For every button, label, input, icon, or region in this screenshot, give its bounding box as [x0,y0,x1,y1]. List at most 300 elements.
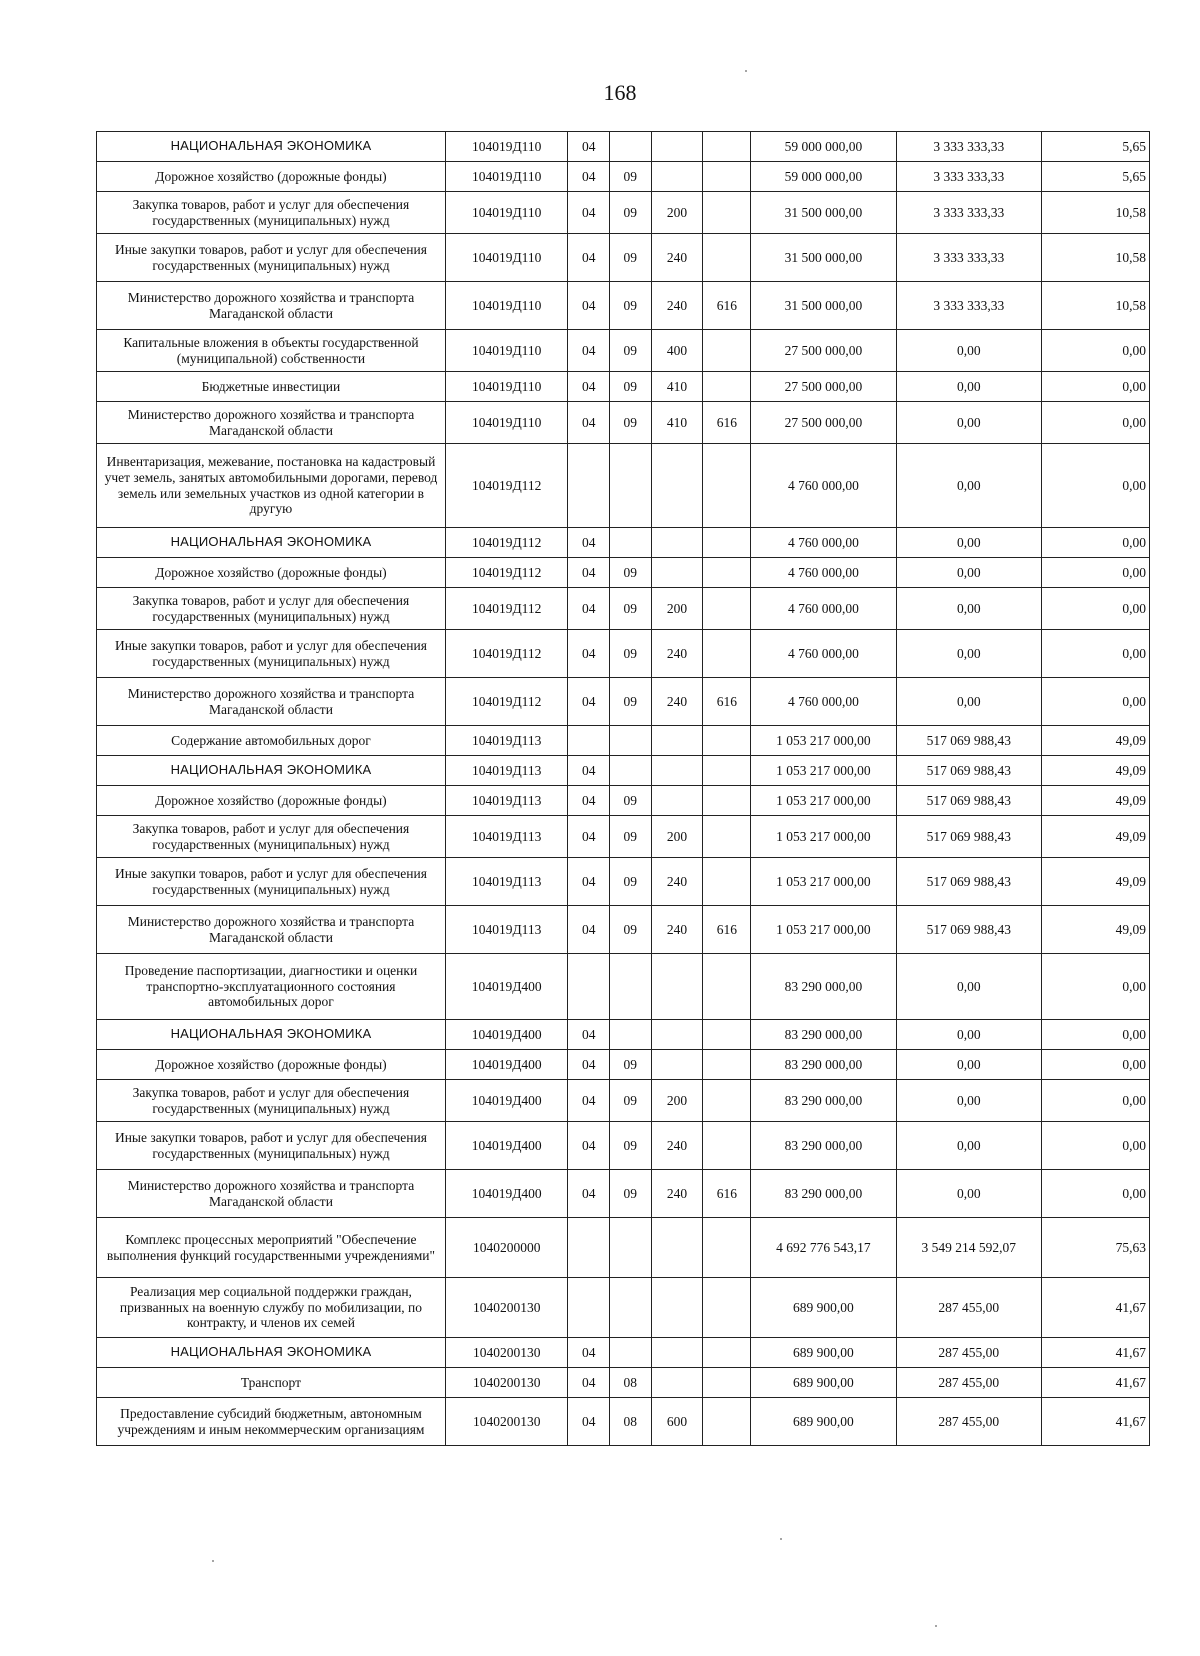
row-grbs: 616 [703,906,751,954]
row-executed: 3 333 333,33 [896,132,1041,162]
row-plan: 27 500 000,00 [751,330,896,372]
row-section: 04 [568,330,610,372]
row-plan: 1 053 217 000,00 [751,786,896,816]
row-plan: 83 290 000,00 [751,1080,896,1122]
table-row [97,756,1150,786]
row-grbs [703,234,751,282]
row-code: 104019Д400 [445,1050,568,1080]
row-grbs [703,1080,751,1122]
row-expense-type [651,1338,703,1368]
row-executed: 0,00 [896,678,1041,726]
row-executed: 3 549 214 592,07 [896,1218,1041,1278]
row-grbs [703,1368,751,1398]
row-plan: 1 053 217 000,00 [751,906,896,954]
row-executed: 517 069 988,43 [896,756,1041,786]
row-percent: 49,09 [1041,906,1149,954]
row-percent: 10,58 [1041,192,1149,234]
row-name: Содержание автомобильных дорог [97,726,446,756]
row-executed: 0,00 [896,444,1041,528]
row-name: Министерство дорожного хозяйства и транспорта Магаданской области [97,906,446,954]
row-expense-type: 410 [651,402,703,444]
row-percent: 41,67 [1041,1278,1149,1338]
table-row [97,906,1150,954]
row-executed: 0,00 [896,1080,1041,1122]
row-percent: 49,09 [1041,816,1149,858]
row-plan: 83 290 000,00 [751,1122,896,1170]
row-plan: 59 000 000,00 [751,162,896,192]
row-subsection: 09 [609,1170,651,1218]
table-row [97,1020,1150,1050]
row-code: 104019Д112 [445,678,568,726]
row-expense-type: 400 [651,330,703,372]
row-grbs [703,330,751,372]
row-name: Инвентаризация, межевание, постановка на кадастровый учет земель, занятых автомобильными дорогами, перевод земель или земельных участков из одной категории в другую [97,444,446,528]
row-grbs [703,1398,751,1446]
row-percent: 0,00 [1041,330,1149,372]
row-grbs [703,726,751,756]
row-plan: 83 290 000,00 [751,954,896,1020]
row-code: 104019Д110 [445,132,568,162]
row-code: 104019Д113 [445,786,568,816]
row-percent: 41,67 [1041,1398,1149,1446]
row-section: 04 [568,786,610,816]
table-row [97,528,1150,558]
row-name: Дорожное хозяйство (дорожные фонды) [97,162,446,192]
row-percent: 0,00 [1041,558,1149,588]
row-expense-type [651,726,703,756]
row-executed: 0,00 [896,330,1041,372]
table-row [97,588,1150,630]
row-grbs [703,192,751,234]
row-plan: 4 760 000,00 [751,630,896,678]
scan-speck [780,1538,782,1540]
row-expense-type [651,444,703,528]
budget-execution-table [96,131,1150,1446]
row-grbs: 616 [703,1170,751,1218]
table-row [97,1338,1150,1368]
row-executed: 3 333 333,33 [896,234,1041,282]
row-code: 104019Д113 [445,858,568,906]
row-grbs [703,816,751,858]
row-executed: 517 069 988,43 [896,906,1041,954]
row-section: 04 [568,1338,610,1368]
row-name: Дорожное хозяйство (дорожные фонды) [97,786,446,816]
row-grbs [703,786,751,816]
row-grbs [703,954,751,1020]
row-subsection [609,132,651,162]
row-percent: 41,67 [1041,1368,1149,1398]
row-section: 04 [568,558,610,588]
row-code: 104019Д110 [445,234,568,282]
row-code: 104019Д400 [445,1020,568,1050]
row-name: Капитальные вложения в объекты государственной (муниципальной) собственности [97,330,446,372]
row-executed: 517 069 988,43 [896,786,1041,816]
row-plan: 4 760 000,00 [751,528,896,558]
row-section [568,444,610,528]
table-row [97,372,1150,402]
row-code: 1040200130 [445,1338,568,1368]
table-row [97,330,1150,372]
table-row [97,678,1150,726]
row-grbs [703,372,751,402]
row-section: 04 [568,234,610,282]
row-code: 104019Д112 [445,444,568,528]
table-row [97,282,1150,330]
row-executed: 287 455,00 [896,1338,1041,1368]
row-subsection: 09 [609,630,651,678]
row-code: 104019Д110 [445,330,568,372]
row-expense-type: 240 [651,1122,703,1170]
row-code: 104019Д113 [445,906,568,954]
row-section: 04 [568,1122,610,1170]
row-subsection: 09 [609,1050,651,1080]
row-plan: 83 290 000,00 [751,1170,896,1218]
row-subsection: 09 [609,1080,651,1122]
table-row [97,1368,1150,1398]
row-plan: 83 290 000,00 [751,1050,896,1080]
scan-speck [745,70,747,72]
row-percent: 10,58 [1041,234,1149,282]
row-executed: 0,00 [896,402,1041,444]
table-row [97,192,1150,234]
row-section [568,954,610,1020]
table-row [97,858,1150,906]
row-subsection: 08 [609,1398,651,1446]
row-grbs [703,1020,751,1050]
row-name: Министерство дорожного хозяйства и транспорта Магаданской области [97,678,446,726]
row-section: 04 [568,132,610,162]
row-subsection: 09 [609,906,651,954]
row-name: Министерство дорожного хозяйства и транспорта Магаданской области [97,282,446,330]
row-percent: 49,09 [1041,786,1149,816]
row-code: 104019Д113 [445,756,568,786]
row-executed: 0,00 [896,630,1041,678]
row-plan: 83 290 000,00 [751,1020,896,1050]
row-name: Дорожное хозяйство (дорожные фонды) [97,558,446,588]
row-executed: 3 333 333,33 [896,192,1041,234]
row-grbs [703,1050,751,1080]
row-subsection [609,444,651,528]
row-section: 04 [568,192,610,234]
row-subsection: 09 [609,234,651,282]
row-percent: 0,00 [1041,372,1149,402]
row-grbs [703,528,751,558]
row-grbs [703,858,751,906]
row-code: 104019Д110 [445,282,568,330]
row-section: 04 [568,1398,610,1446]
row-expense-type: 240 [651,906,703,954]
row-percent: 0,00 [1041,630,1149,678]
row-section: 04 [568,402,610,444]
table-row [97,1122,1150,1170]
row-subsection: 09 [609,786,651,816]
table-row [97,726,1150,756]
row-plan: 27 500 000,00 [751,372,896,402]
row-section: 04 [568,1368,610,1398]
row-section: 04 [568,588,610,630]
row-code: 1040200130 [445,1368,568,1398]
row-subsection: 09 [609,558,651,588]
row-subsection: 09 [609,816,651,858]
row-subsection: 09 [609,330,651,372]
row-section: 04 [568,678,610,726]
table-body [97,132,1150,1446]
row-grbs [703,1122,751,1170]
row-code: 104019Д400 [445,1080,568,1122]
row-section [568,1218,610,1278]
row-section: 04 [568,1020,610,1050]
row-expense-type: 200 [651,1080,703,1122]
row-section [568,726,610,756]
row-expense-type [651,1278,703,1338]
row-name: Проведение паспортизации, диагностики и оценки транспортно-эксплуатационного состояния автомобильных дорог [97,954,446,1020]
row-subsection [609,1218,651,1278]
row-code: 104019Д113 [445,816,568,858]
row-section: 04 [568,816,610,858]
row-name: Иные закупки товаров, работ и услуг для обеспечения государственных (муниципальных) нужд [97,858,446,906]
row-subsection: 09 [609,858,651,906]
row-grbs [703,558,751,588]
table-row [97,444,1150,528]
row-grbs [703,630,751,678]
row-executed: 0,00 [896,588,1041,630]
row-executed: 0,00 [896,558,1041,588]
row-percent: 49,09 [1041,726,1149,756]
table-row [97,1278,1150,1338]
row-percent: 49,09 [1041,858,1149,906]
row-section: 04 [568,858,610,906]
row-code: 104019Д400 [445,1122,568,1170]
row-subsection [609,726,651,756]
table-row [97,816,1150,858]
row-name: НАЦИОНАЛЬНАЯ ЭКОНОМИКА [97,756,446,786]
table-row [97,1170,1150,1218]
row-expense-type [651,786,703,816]
row-name: Закупка товаров, работ и услуг для обеспечения государственных (муниципальных) нужд [97,1080,446,1122]
table-row [97,1398,1150,1446]
row-name: НАЦИОНАЛЬНАЯ ЭКОНОМИКА [97,1020,446,1050]
row-plan: 1 053 217 000,00 [751,726,896,756]
row-section: 04 [568,1050,610,1080]
row-expense-type: 240 [651,858,703,906]
table-row [97,558,1150,588]
table-row [97,1218,1150,1278]
row-subsection: 09 [609,1122,651,1170]
row-name: Иные закупки товаров, работ и услуг для обеспечения государственных (муниципальных) нужд [97,234,446,282]
row-percent: 0,00 [1041,528,1149,558]
scan-speck [212,1560,214,1562]
row-name: Предоставление субсидий бюджетным, автономным учреждениям и иным некоммерческим организациям [97,1398,446,1446]
row-grbs [703,1338,751,1368]
row-subsection [609,756,651,786]
row-plan: 689 900,00 [751,1338,896,1368]
row-expense-type: 240 [651,282,703,330]
row-percent: 75,63 [1041,1218,1149,1278]
table-row [97,402,1150,444]
row-expense-type [651,558,703,588]
scan-speck [935,1625,937,1627]
row-executed: 517 069 988,43 [896,858,1041,906]
table-row [97,132,1150,162]
row-percent: 10,58 [1041,282,1149,330]
row-name: Дорожное хозяйство (дорожные фонды) [97,1050,446,1080]
row-executed: 0,00 [896,528,1041,558]
row-section: 04 [568,630,610,678]
row-expense-type: 600 [651,1398,703,1446]
row-subsection: 09 [609,402,651,444]
row-plan: 31 500 000,00 [751,234,896,282]
row-plan: 4 692 776 543,17 [751,1218,896,1278]
row-expense-type [651,1020,703,1050]
row-percent: 0,00 [1041,402,1149,444]
row-expense-type [651,528,703,558]
row-section: 04 [568,282,610,330]
row-grbs: 616 [703,282,751,330]
row-grbs: 616 [703,402,751,444]
row-percent: 0,00 [1041,678,1149,726]
row-section: 04 [568,372,610,402]
row-expense-type [651,954,703,1020]
row-plan: 59 000 000,00 [751,132,896,162]
row-expense-type [651,1218,703,1278]
row-subsection [609,528,651,558]
row-percent: 0,00 [1041,1020,1149,1050]
row-executed: 0,00 [896,1122,1041,1170]
row-code: 1040200130 [445,1278,568,1338]
row-expense-type: 410 [651,372,703,402]
row-expense-type [651,756,703,786]
row-name: Иные закупки товаров, работ и услуг для обеспечения государственных (муниципальных) нужд [97,630,446,678]
row-code: 104019Д113 [445,726,568,756]
row-plan: 31 500 000,00 [751,282,896,330]
row-plan: 27 500 000,00 [751,402,896,444]
row-percent: 41,67 [1041,1338,1149,1368]
row-code: 1040200000 [445,1218,568,1278]
row-grbs [703,756,751,786]
row-expense-type: 240 [651,678,703,726]
row-subsection [609,1278,651,1338]
row-plan: 4 760 000,00 [751,444,896,528]
row-percent: 0,00 [1041,1050,1149,1080]
table-row [97,162,1150,192]
row-executed: 0,00 [896,372,1041,402]
row-plan: 689 900,00 [751,1398,896,1446]
row-name: НАЦИОНАЛЬНАЯ ЭКОНОМИКА [97,132,446,162]
row-percent: 0,00 [1041,954,1149,1020]
row-name: Министерство дорожного хозяйства и транспорта Магаданской области [97,402,446,444]
row-plan: 1 053 217 000,00 [751,858,896,906]
row-subsection: 08 [609,1368,651,1398]
row-subsection: 09 [609,678,651,726]
row-code: 104019Д110 [445,402,568,444]
row-executed: 287 455,00 [896,1398,1041,1446]
row-expense-type: 200 [651,816,703,858]
row-name: Иные закупки товаров, работ и услуг для обеспечения государственных (муниципальных) нужд [97,1122,446,1170]
row-grbs [703,132,751,162]
row-percent: 5,65 [1041,132,1149,162]
row-subsection [609,1020,651,1050]
row-expense-type: 240 [651,630,703,678]
table-row [97,1050,1150,1080]
row-name: Закупка товаров, работ и услуг для обеспечения государственных (муниципальных) нужд [97,588,446,630]
row-name: Бюджетные инвестиции [97,372,446,402]
row-grbs [703,588,751,630]
row-percent: 0,00 [1041,588,1149,630]
row-plan: 31 500 000,00 [751,192,896,234]
row-name: Закупка товаров, работ и услуг для обеспечения государственных (муниципальных) нужд [97,816,446,858]
row-grbs [703,1218,751,1278]
row-executed: 0,00 [896,954,1041,1020]
table-row [97,786,1150,816]
row-percent: 0,00 [1041,1080,1149,1122]
row-plan: 4 760 000,00 [751,558,896,588]
row-section: 04 [568,1080,610,1122]
row-grbs [703,162,751,192]
row-name: Закупка товаров, работ и услуг для обеспечения государственных (муниципальных) нужд [97,192,446,234]
row-name: НАЦИОНАЛЬНАЯ ЭКОНОМИКА [97,1338,446,1368]
row-code: 104019Д112 [445,528,568,558]
row-executed: 3 333 333,33 [896,162,1041,192]
row-percent: 0,00 [1041,1122,1149,1170]
row-executed: 287 455,00 [896,1278,1041,1338]
row-code: 104019Д112 [445,630,568,678]
row-executed: 3 333 333,33 [896,282,1041,330]
row-expense-type [651,132,703,162]
row-expense-type [651,1368,703,1398]
row-name: Транспорт [97,1368,446,1398]
row-code: 104019Д110 [445,372,568,402]
row-name: Министерство дорожного хозяйства и транспорта Магаданской области [97,1170,446,1218]
row-section: 04 [568,162,610,192]
row-code: 104019Д400 [445,1170,568,1218]
row-section: 04 [568,906,610,954]
row-plan: 4 760 000,00 [751,588,896,630]
row-percent: 5,65 [1041,162,1149,192]
table-row [97,630,1150,678]
row-plan: 4 760 000,00 [751,678,896,726]
row-plan: 1 053 217 000,00 [751,816,896,858]
row-code: 104019Д110 [445,162,568,192]
row-grbs: 616 [703,678,751,726]
row-name: НАЦИОНАЛЬНАЯ ЭКОНОМИКА [97,528,446,558]
row-section [568,1278,610,1338]
row-subsection [609,954,651,1020]
row-subsection [609,1338,651,1368]
row-code: 1040200130 [445,1398,568,1446]
row-percent: 0,00 [1041,1170,1149,1218]
row-subsection: 09 [609,192,651,234]
row-expense-type [651,162,703,192]
row-section: 04 [568,1170,610,1218]
row-plan: 689 900,00 [751,1368,896,1398]
row-expense-type: 200 [651,192,703,234]
row-code: 104019Д400 [445,954,568,1020]
row-executed: 0,00 [896,1020,1041,1050]
row-code: 104019Д112 [445,588,568,630]
table-row [97,234,1150,282]
row-expense-type: 240 [651,1170,703,1218]
row-executed: 517 069 988,43 [896,726,1041,756]
row-subsection: 09 [609,282,651,330]
table-row [97,1080,1150,1122]
row-plan: 689 900,00 [751,1278,896,1338]
row-percent: 0,00 [1041,444,1149,528]
row-percent: 49,09 [1041,756,1149,786]
row-executed: 0,00 [896,1170,1041,1218]
row-name: Комплекс процессных мероприятий "Обеспечение выполнения функций государственными учреждениями" [97,1218,446,1278]
row-expense-type [651,1050,703,1080]
row-expense-type: 240 [651,234,703,282]
